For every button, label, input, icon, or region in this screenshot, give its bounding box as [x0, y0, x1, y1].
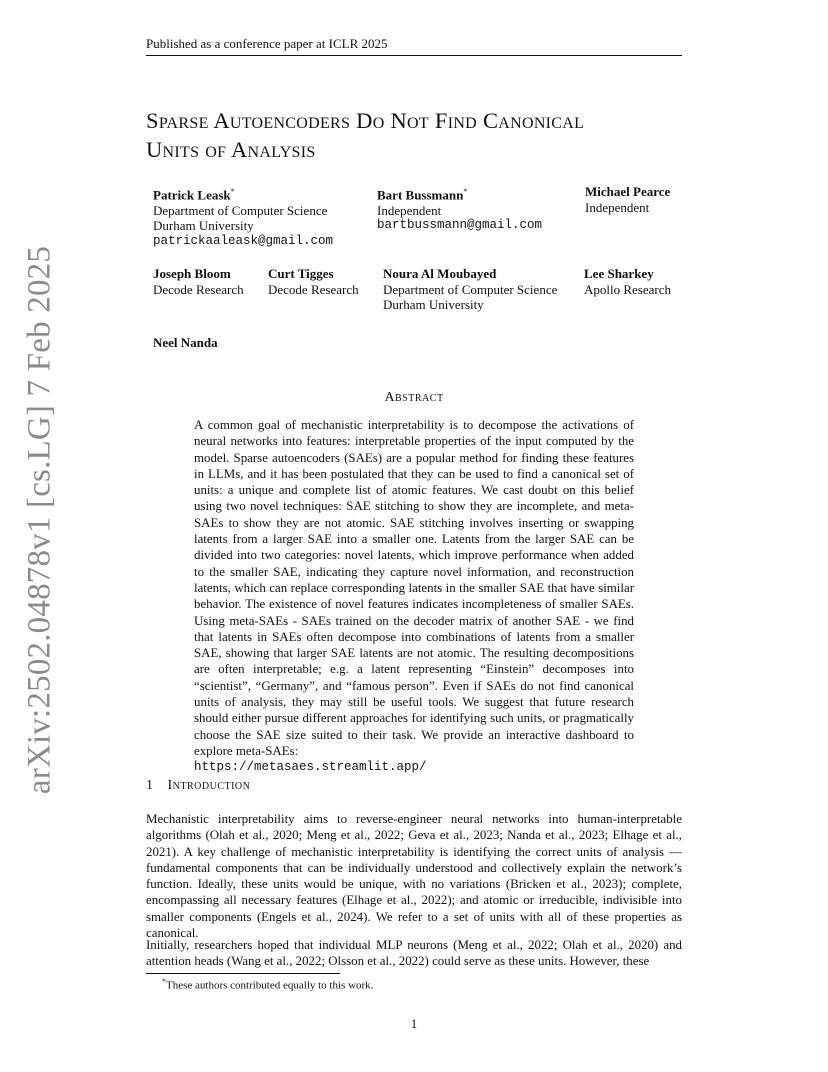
footnote: [162, 977, 373, 992]
author-affiliation: Durham University: [383, 297, 484, 312]
author-affiliation: Decode Research: [268, 281, 359, 297]
dashboard-link[interactable]: https://metasaes.streamlit.app/: [194, 760, 427, 775]
author-name: Bart Bussmann: [377, 187, 464, 203]
author-affiliation: Durham University: [153, 218, 254, 234]
equal-contribution-mark: *: [230, 187, 235, 196]
running-header: Published as a conference paper at ICLR 2025: [146, 36, 682, 56]
author-affiliation: Department of Computer Science: [383, 281, 558, 297]
abstract-text: A common goal of mechanistic interpretability is to decompose the activations of neural networks into features: interpretable properties of the input computed by the model. Sparse autoencoders (SAEs) are a popular method for finding these features in LLMs, and it has been postulated that they can be used to find a canonical set of units: a unique and complete list of atomic features. We cast doubt on this belief using two novel techniques: SAE stitching to show they are incomplete, and meta-SAEs to show they are not atomic. SAE stitching involves inserting or swapping latents from a larger SAE into a smaller one. Latents from the larger SAE can be divided into two categories: novel latents, which improve performance when added to the smaller SAE, indicating they capture novel information, and reconstruction latents, which can replace corresponding latents in the smaller SAE that have similar behavior. The existence of novel features indicates incompleteness of smaller SAEs. Using meta-SAEs - SAEs trained on the decoder matrix of another SAE - we find that latents in SAEs often decompose into combinations of latents from a smaller SAE, showing that larger SAE latents are not atomic. The resulting decompositions are often interpretable; e.g. a latent representing “Einstein” decomposes into “scientist”, “Germany”, and “famous person”. Even if SAEs do not find canonical units of analysis, they may still be useful tools. We suggest that future research should either pursue different approaches for identifying such units, or pragmatically choose the SAE size suited to their task. We provide an interactive dashboard to explore meta-SAEs:: [194, 418, 634, 758]
section-heading-introduction: [146, 778, 250, 794]
author-affiliation: Independent: [377, 202, 442, 218]
equal-contribution-mark: *: [463, 187, 468, 196]
intro-paragraph-2: Initially, researchers hoped that individual MLP neurons (Meng et al., 2022; Olah et al., 2020) and attention heads (Wang et al., 2022; Olsson et al., 2022) could serve as these units. However, these: [146, 938, 682, 969]
section-title: Introduction: [167, 778, 251, 793]
page-number: 1: [410, 1016, 418, 1031]
section-number: 1: [146, 778, 154, 793]
author-name: Joseph Bloom: [153, 266, 231, 281]
intro-paragraph-1: Mechanistic interpretability aims to reverse-engineer neural networks into human-interpretable algorithms (Olah et al., 2020; Meng et al., 2022; Geva et al., 2023; Nanda et al., 2023; Elhage et al., 2021). A key challenge of mechanistic interpretability is identifying the correct units of analysis — fundamental components that can be individually understood and collectively explain the network’s function. Ideally, these units would be unique, with no variations (Bricken et al., 2023); complete, encompassing all necessary features (Elhage et al., 2022); and atomic or irreducible, indivisible into smaller components (Engels et al., 2024). We refer to a set of units with all of these properties as canonical.: [146, 812, 682, 941]
author-block: [268, 266, 359, 297]
abstract-body: [194, 417, 634, 776]
author-block: [377, 184, 542, 234]
author-block: [153, 184, 333, 249]
footnote-mark: *: [162, 977, 166, 986]
arxiv-side-stamp: arXiv:2502.04878v1 [cs.LG] 7 Feb 2025: [21, 245, 58, 795]
footnote-rule: [146, 973, 340, 974]
footnote-text: These authors contributed equally to this work.: [166, 979, 374, 992]
author-block: [584, 266, 671, 297]
author-affiliation: Apollo Research: [584, 281, 672, 297]
title-line-1: Sparse Autoencoders Do Not Find Canonical: [146, 108, 585, 133]
author-affiliation: Department of Computer Science: [153, 202, 328, 218]
author-name: Patrick Leask: [153, 187, 231, 203]
author-block: [383, 266, 557, 313]
author-name: Noura Al Moubayed: [383, 266, 497, 281]
author-name: Curt Tigges: [268, 266, 334, 281]
author-affiliation: Independent: [585, 199, 650, 215]
author-name: Lee Sharkey: [584, 266, 654, 281]
author-email[interactable]: bartbussmann@gmail.com: [377, 218, 543, 233]
title-line-2: Units of Analysis: [146, 137, 316, 162]
author-block: [585, 184, 670, 215]
author-name: Neel Nanda: [153, 335, 218, 350]
author-name: Michael Pearce: [585, 184, 671, 199]
author-affiliation: Decode Research: [153, 281, 244, 297]
author-block: [153, 266, 244, 297]
author-block: [153, 335, 218, 351]
paper-title: [146, 106, 706, 164]
abstract-heading: Abstract: [384, 390, 444, 405]
author-email[interactable]: patrickaaleask@gmail.com: [153, 233, 334, 248]
